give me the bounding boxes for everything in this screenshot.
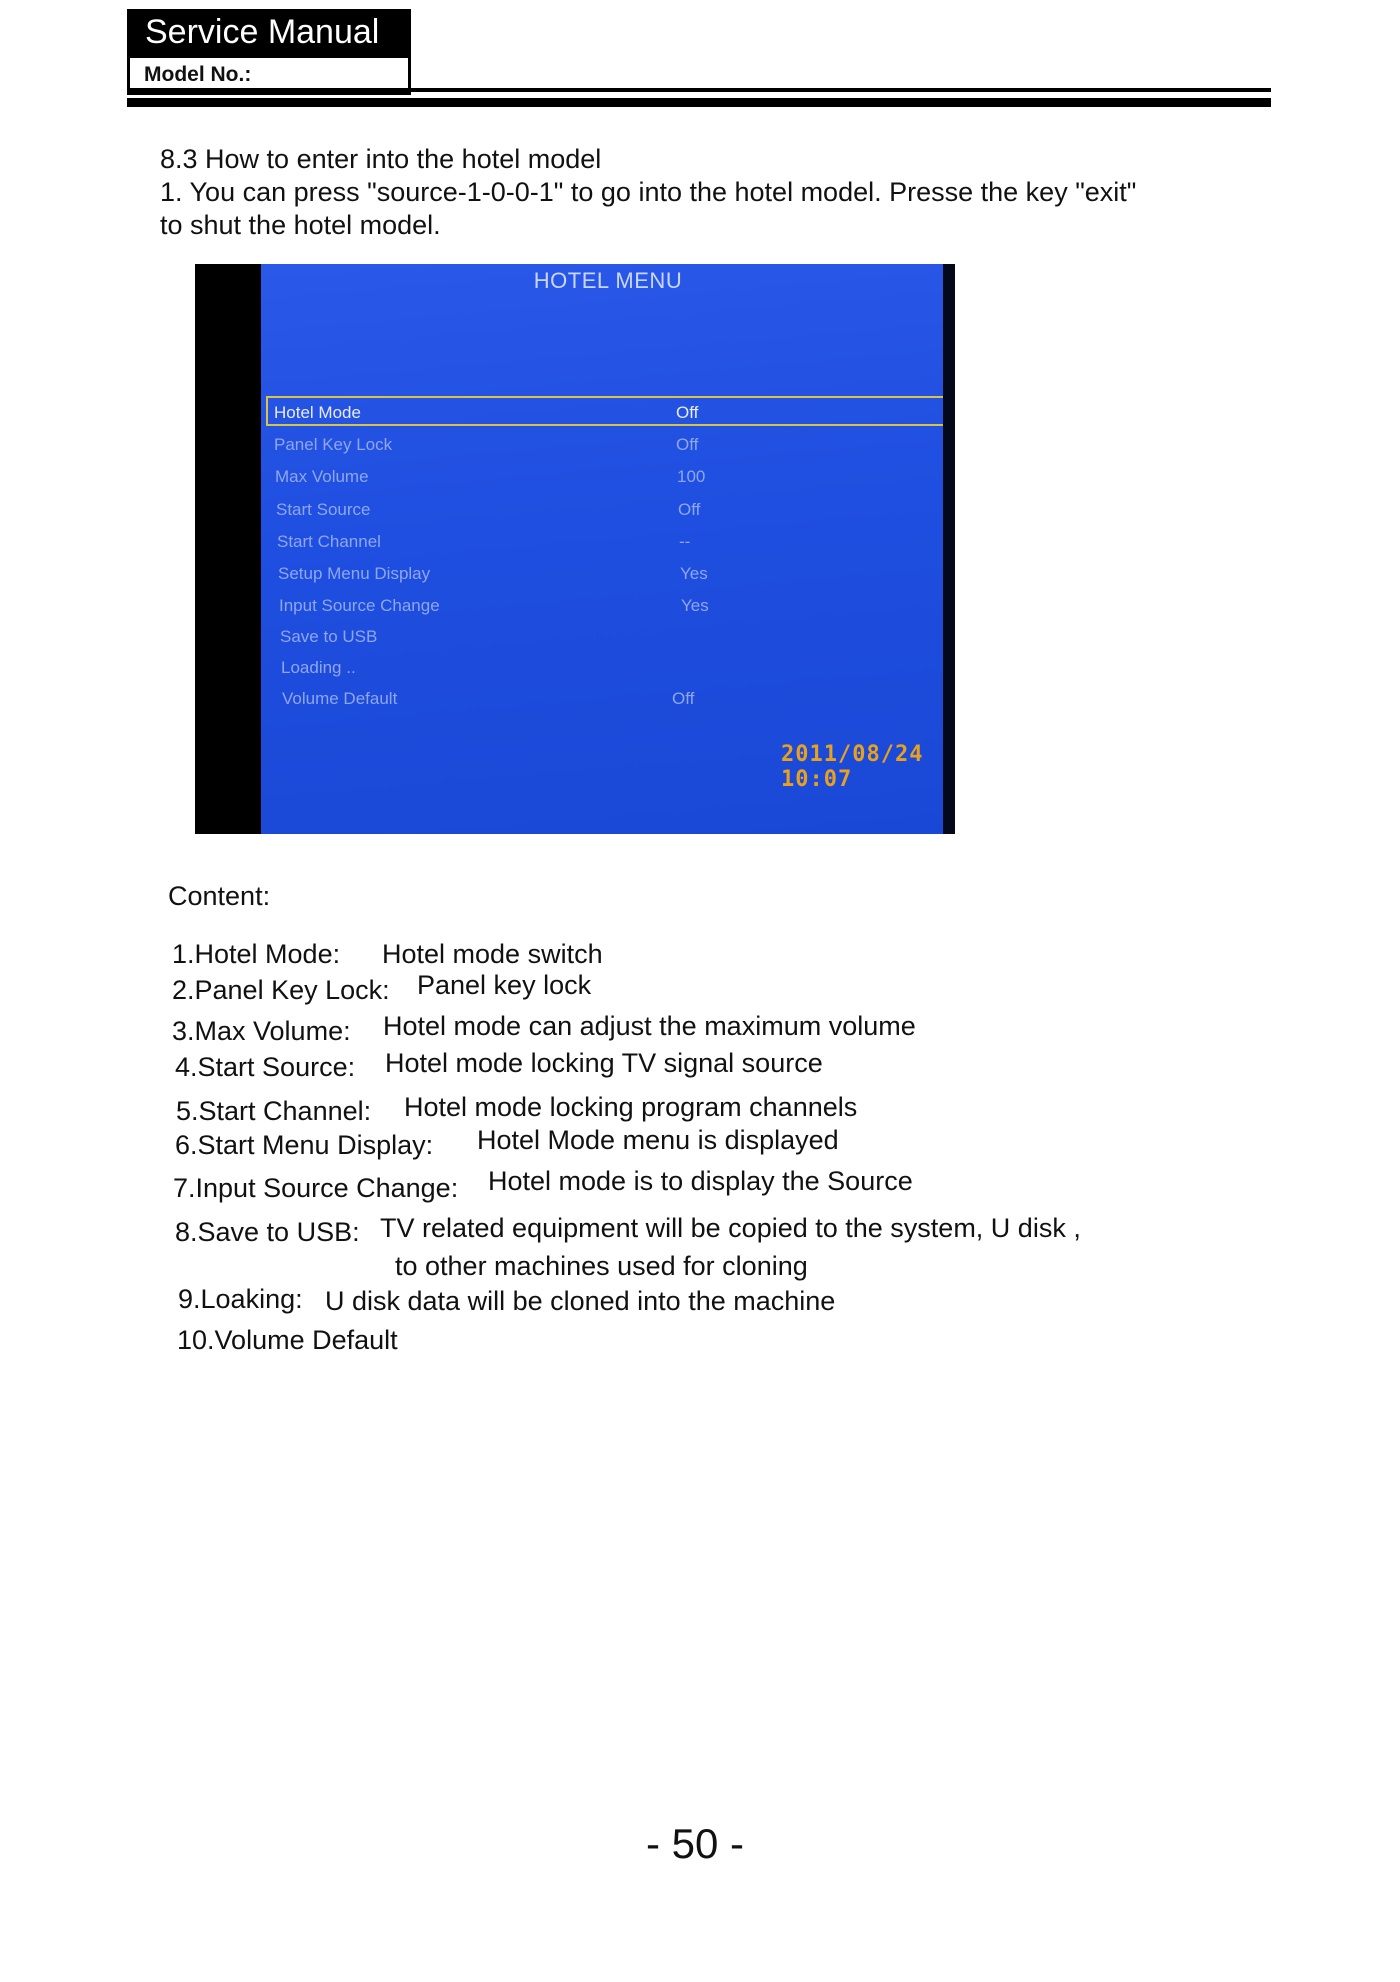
tv-menu-row-label: Input Source Change	[279, 596, 440, 615]
content-item-desc: Panel key lock	[417, 970, 592, 1000]
content-item-term: 1.Hotel Mode:	[172, 939, 341, 969]
content-item-term: 9.Loaking:	[178, 1284, 303, 1314]
tv-menu-row-value: Off	[672, 689, 695, 708]
tv-menu-row-value: Yes	[681, 596, 709, 615]
tv-menu-row	[275, 653, 955, 683]
content-item-desc: Hotel mode switch	[382, 939, 603, 969]
tv-menu-row-label: Hotel Mode	[274, 403, 361, 422]
tv-menu-title: HOTEL MENU	[533, 268, 683, 293]
tv-menu-row-label: Volume Default	[282, 689, 398, 708]
tv-screen	[261, 264, 955, 834]
tv-menu-row	[271, 527, 951, 557]
content-item-term: 2.Panel Key Lock:	[172, 975, 390, 1005]
page-number: - 50 -	[645, 1820, 745, 1867]
tv-menu-row-label: Start Channel	[277, 532, 381, 551]
content-item-term: 8.Save to USB:	[175, 1217, 360, 1247]
tv-menu-row	[272, 559, 952, 589]
tv-menu-row-value: Off	[676, 403, 699, 422]
header-rule-thin	[127, 88, 1271, 92]
content-item-desc: Hotel mode is to display the Source	[488, 1166, 913, 1196]
tv-menu-row-label: Save to USB	[280, 627, 378, 646]
tv-menu-row-label: Panel Key Lock	[274, 435, 393, 454]
content-item-term: 10.Volume Default	[177, 1325, 398, 1355]
tv-menu-row	[268, 430, 948, 460]
content-heading: Content:	[168, 881, 271, 911]
tv-menu-row	[266, 396, 946, 426]
section-heading: 8.3 How to enter into the hotel model	[160, 144, 602, 174]
tv-menu-row-label: Setup Menu Display	[278, 564, 431, 583]
tv-menu-row	[269, 462, 949, 492]
header	[127, 9, 411, 95]
photo-timestamp: 2011/08/24 10:07	[781, 742, 924, 792]
content-item-term: 5.Start Channel:	[176, 1096, 372, 1126]
section-line-1: 1. You can press "source-1-0-0-1" to go into the hotel model. Presse the key "exit"	[160, 177, 1137, 207]
content-item-desc: U disk data will be cloned into the machine	[325, 1286, 836, 1316]
tv-menu-row-value: Off	[676, 435, 699, 454]
content-item-term: 3.Max Volume:	[172, 1016, 351, 1046]
section-line-2: to shut the hotel model.	[160, 210, 441, 240]
tv-menu-row-label: Start Source	[276, 500, 371, 519]
tv-menu-row-value: Off	[678, 500, 701, 519]
tv-menu-row-label: Max Volume	[275, 467, 369, 486]
tv-menu-row-value: --	[679, 532, 691, 551]
manual-title: Service Manual	[127, 9, 411, 55]
content-item-desc: Hotel mode locking TV signal source	[385, 1048, 823, 1078]
content-item-term: 4.Start Source:	[175, 1052, 356, 1082]
header-rule-thick	[127, 98, 1271, 107]
section-intro	[160, 143, 1136, 242]
tv-menu-row	[274, 622, 954, 652]
tv-menu-row-value: 100	[677, 467, 706, 486]
tv-menu-row	[270, 495, 950, 525]
content-item-term: 7.Input Source Change:	[173, 1173, 459, 1203]
content-item-term: 6.Start Menu Display:	[175, 1130, 434, 1160]
tv-bezel-edge	[943, 264, 955, 834]
tv-menu-row-value: Yes	[680, 564, 708, 583]
tv-menu-row-label: Loading ..	[281, 658, 356, 677]
content-item-desc: Hotel mode locking program channels	[404, 1092, 858, 1122]
content-item-desc-continued: to other machines used for cloning	[395, 1251, 808, 1281]
model-number-label: Model No.:	[127, 55, 411, 95]
content-item-desc: TV related equipment will be copied to the system, U disk ,	[380, 1213, 1081, 1243]
tv-menu-row	[273, 591, 953, 621]
tv-menu-row	[276, 684, 955, 714]
content-item-desc: Hotel Mode menu is displayed	[477, 1125, 839, 1155]
tv-hotel-menu-photo	[195, 264, 955, 834]
content-item-desc: Hotel mode can adjust the maximum volume	[383, 1011, 916, 1041]
